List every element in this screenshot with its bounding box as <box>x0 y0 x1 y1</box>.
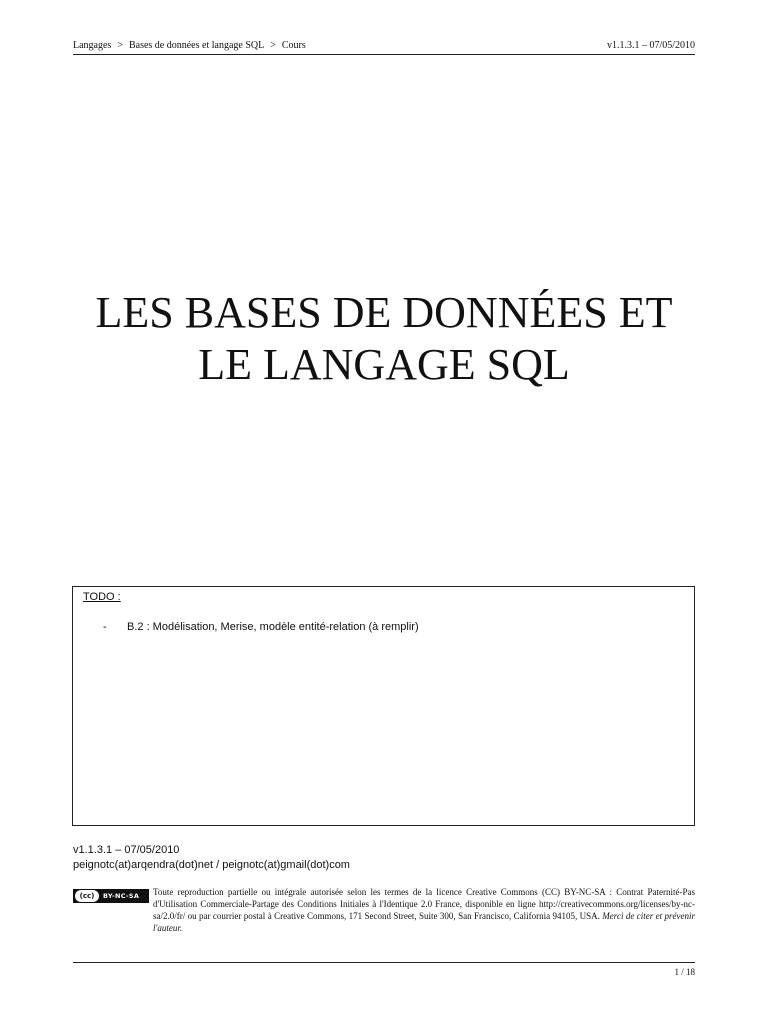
license-body: Toute reproduction partielle ou intégrale autorisée selon les termes de la licence Creative Commons (CC) BY-NC-SA : Contrat Paternité-Pas d'Utilisation Commerciale-Partage des Conditions Initiales à l'Identique 2.0 France, disponible en ligne http://creativecommons.org/licenses/by-nc-sa/2.0/fr/ ou par courrier postal à Creative Commons, 171 Second Street, Suite 300, San Francisco, California 94105, USA. <box>153 887 695 921</box>
todo-bullet: - <box>103 621 107 633</box>
title-line-1: LES BASES DE DONNÉES ET <box>95 288 673 337</box>
todo-item-text: B.2 : Modélisation, Merise, modèle entité-relation (à remplir) <box>127 621 419 633</box>
todo-item <box>103 621 419 633</box>
cc-license-icon <box>73 889 149 903</box>
page-header <box>73 40 695 54</box>
breadcrumb-item-cours: Cours <box>281 40 306 51</box>
document-title <box>40 287 728 391</box>
document-meta <box>73 843 350 873</box>
breadcrumb-item-bases-sql: Bases de données et langage SQL <box>128 40 265 51</box>
meta-contacts: peignotc(at)arqendra(dot)net / peignotc(at)gmail(dot)com <box>73 859 350 871</box>
cc-badge-text: BY-NC-SA <box>103 892 140 900</box>
page-number: 1 / 18 <box>674 967 695 977</box>
header-version: v1.1.3.1 – 07/05/2010 <box>606 40 695 51</box>
footer-divider <box>73 962 695 963</box>
todo-box <box>72 586 695 826</box>
meta-version: v1.1.3.1 – 07/05/2010 <box>73 844 180 856</box>
license-closing: Merci de citer et prévenir l'auteur. <box>153 911 696 933</box>
license-block <box>73 886 695 936</box>
breadcrumb-separator: > <box>117 40 123 51</box>
header-divider <box>73 54 695 55</box>
cc-logo: (cc) <box>75 890 99 902</box>
breadcrumb <box>73 40 306 52</box>
todo-label: TODO : <box>83 591 121 603</box>
breadcrumb-item-langages: Langages <box>73 40 112 51</box>
license-text <box>153 886 695 934</box>
title-line-2: LE LANGAGE SQL <box>198 340 570 389</box>
breadcrumb-separator: > <box>270 40 276 51</box>
